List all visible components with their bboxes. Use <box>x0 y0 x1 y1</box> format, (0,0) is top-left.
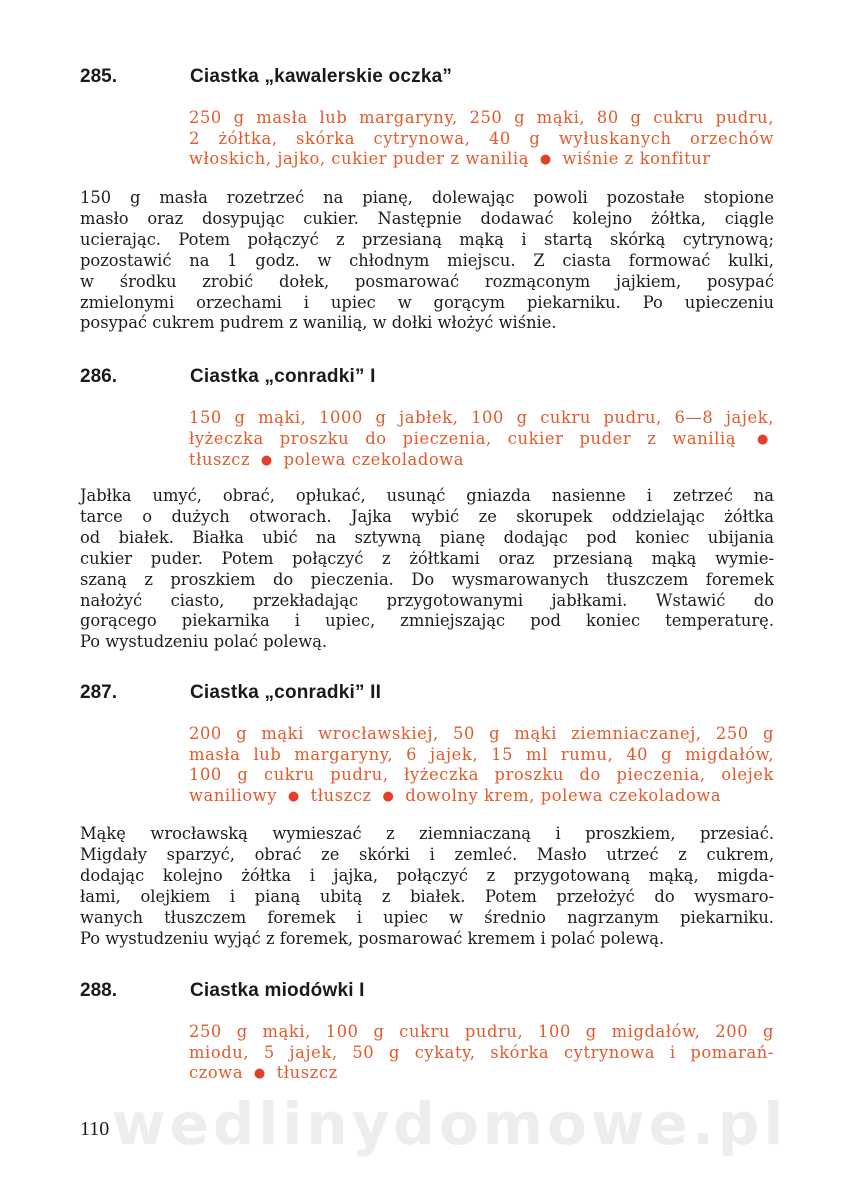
recipe-287 <box>80 682 774 807</box>
recipe-286 <box>80 366 774 472</box>
method-line: wanych tłuszczem foremek i upiec w średnio nagrzanym piekarniku. <box>80 907 774 927</box>
ingredient-line: 100 g cukru pudru, łyżeczka proszku do pieczenia, olejek <box>189 765 774 784</box>
method-line: szaną z proszkiem do pieczenia. Do wysmarowanych tłuszczem foremek <box>80 569 774 589</box>
method-line: dodając kolejno żółtka i jajka, połączyć z przygotowaną mąką, migda- <box>80 865 774 885</box>
ingredient-line: włoskich, jajko, cukier puder z wanilią ● wiśnie z konfitur <box>189 149 774 171</box>
bullet-separator: ● <box>382 788 395 804</box>
method-line: pozostawić na 1 godz. w chłodnym miejscu. Z ciasta formować kulki, <box>80 250 774 270</box>
recipe-header <box>80 66 774 96</box>
recipe-number: 286. <box>80 366 117 387</box>
method-286 <box>80 486 774 653</box>
method-line: nałożyć ciasto, przekładając przygotowanymi jabłkami. Wstawić do <box>80 590 774 610</box>
method-line: masło oraz dosypując cukier. Następnie dodawać kolejno żółtka, ciągle <box>80 208 774 228</box>
method-line: Po wystudzeniu wyjąć z foremek, posmarować kremem i polać polewą. <box>80 928 665 948</box>
recipe-number: 287. <box>80 682 117 703</box>
recipe-header <box>80 366 774 396</box>
ingredient-line: masła lub margaryny, 6 jajek, 15 ml rumu, 40 g migdałów, <box>189 744 774 764</box>
recipe-header <box>80 980 774 1010</box>
bullet-separator: ● <box>539 152 552 167</box>
method-line: posypać cukrem pudrem z wanilią, w dołki włożyć wiśnie. <box>80 313 557 333</box>
recipe-288 <box>80 980 774 1085</box>
method-line: zmielonymi orzechami i upiec w gorącym piekarniku. Po upieczeniu <box>80 292 774 312</box>
method-line: ucierając. Potem połączyć z przesianą mąką i startą skórką cytrynową; <box>80 229 774 249</box>
ingredients-list <box>189 1022 774 1085</box>
ingredients-list <box>189 108 774 171</box>
ingredient-line: 250 g masła lub margaryny, 250 g mąki, 80 g cukru pudru, <box>189 108 774 127</box>
bullet-separator: ● <box>757 431 769 447</box>
method-line: Jabłka umyć, obrać, opłukać, usunąć gniazda nasienne i zetrzeć na <box>80 486 774 505</box>
bullet-separator: ● <box>287 788 300 804</box>
bullet-separator: ● <box>253 1066 266 1081</box>
method-line: cukier puder. Potem połączyć z żółtkami oraz przesianą mąką wymie- <box>80 548 774 568</box>
method-line: w środku zrobić dołek, posmarować rozmąconym jajkiem, posypać <box>80 271 774 291</box>
ingredient-line: tłuszcz ● polewa czekoladowa <box>189 450 774 472</box>
recipe-285 <box>80 66 774 171</box>
recipe-title: Ciastka miodówki I <box>190 980 365 1001</box>
method-line: Po wystudzeniu polać polewą. <box>80 632 328 652</box>
recipe-title: Ciastka „kawalerskie oczka” <box>190 66 453 87</box>
ingredient-line: czowa ● tłuszcz <box>189 1063 774 1085</box>
method-287 <box>80 824 774 949</box>
method-line: tarce o dużych otworach. Jajka wybić ze skorupek oddzielając żółtka <box>80 506 774 526</box>
ingredients-list <box>189 724 774 807</box>
method-line: Migdały sparzyć, obrać ze skórki i zemleć. Masło utrzeć z cukrem, <box>80 844 774 864</box>
method-line: Mąkę wrocławską wymieszać z ziemniaczaną i proszkiem, przesiać. <box>80 824 774 843</box>
ingredients-list <box>189 408 774 472</box>
ingredient-line: 150 g mąki, 1000 g jabłek, 100 g cukru pudru, 6—8 jajek, <box>189 408 774 427</box>
ingredient-line: 250 g mąki, 100 g cukru pudru, 100 g migdałów, 200 g <box>189 1022 774 1041</box>
method-line: łami, olejkiem i pianą ubitą z białek. Potem przełożyć do wysmaro- <box>80 886 774 906</box>
bullet-separator: ● <box>260 453 273 468</box>
ingredient-line: waniliowy ● tłuszcz ● dowolny krem, polewa czekoladowa <box>189 786 774 808</box>
method-line: 150 g masła rozetrzeć na pianę, dolewając powoli pozostałe stopione <box>80 188 774 207</box>
watermark: wedlinydomowe.pl <box>112 1090 788 1158</box>
recipe-title: Ciastka „conradki” I <box>190 366 376 387</box>
ingredient-line: miodu, 5 jajek, 50 g cykaty, skórka cytrynowa i pomarań- <box>189 1042 774 1062</box>
ingredient-line: łyżeczka proszku do pieczenia, cukier puder z wanilią ● <box>189 429 774 451</box>
method-line: od białek. Białka ubić na sztywną pianę dodając pod koniec ubijania <box>80 527 774 547</box>
recipe-number: 285. <box>80 66 117 87</box>
recipe-header <box>80 682 774 712</box>
recipe-title: Ciastka „conradki” II <box>190 682 382 703</box>
method-line: gorącego piekarnika i upiec, zmniejszając pod koniec temperaturę. <box>80 611 774 631</box>
page-number: 110 <box>80 1118 110 1140</box>
method-285 <box>80 188 774 334</box>
recipe-number: 288. <box>80 980 117 1001</box>
ingredient-line: 200 g mąki wrocławskiej, 50 g mąki ziemniaczanej, 250 g <box>189 724 774 743</box>
ingredient-line: 2 żółtka, skórka cytrynowa, 40 g wyłuskanych orzechów <box>189 128 774 148</box>
